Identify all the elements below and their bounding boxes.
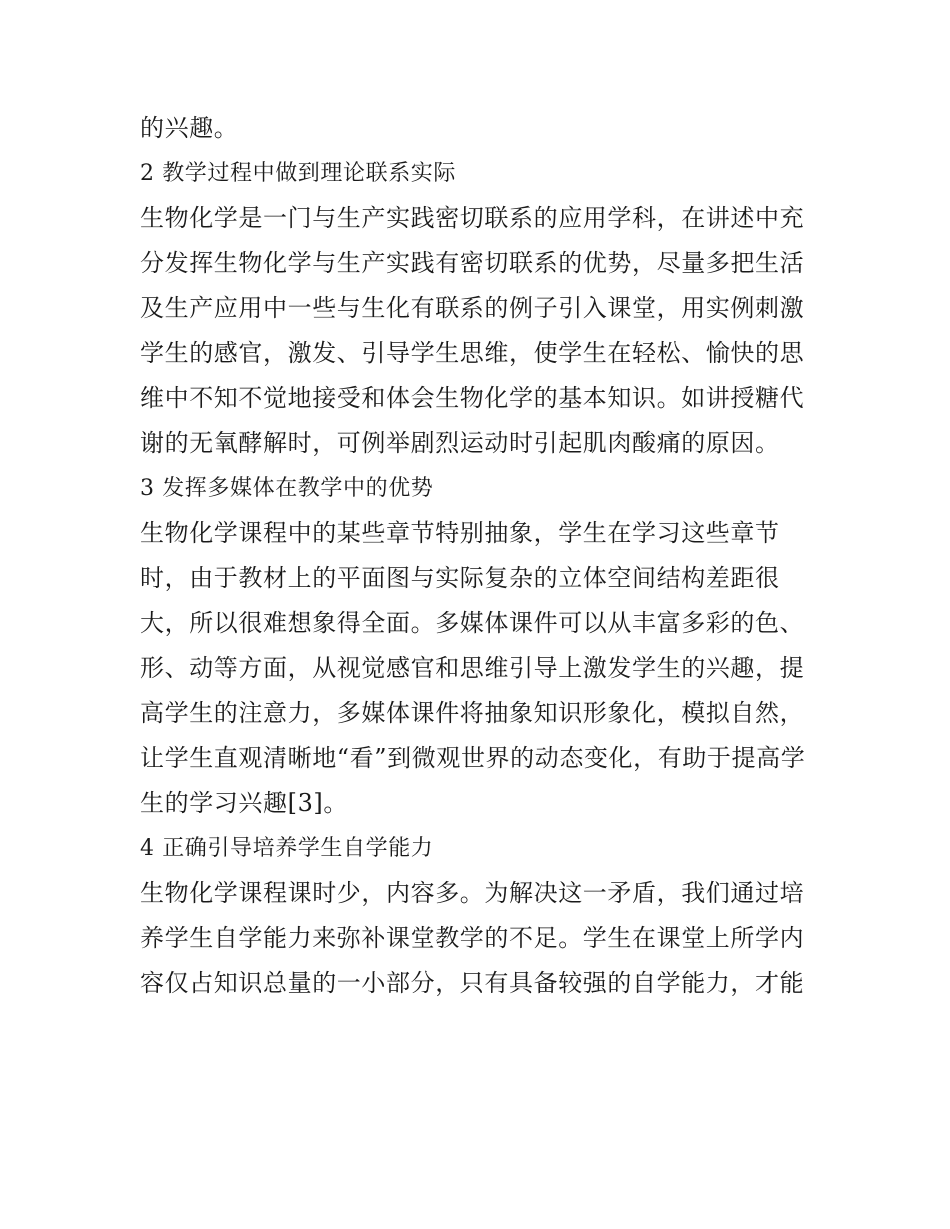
section-heading-3: 3 发挥多媒体在教学中的优势 xyxy=(140,476,434,501)
paragraph-section-2: 生物化学是一门与生产实践密切联系的应用学科，在讲述中充分发挥生物化学与生产实践有密切联系的优势，尽量多把生活及生产应用中一些与生化有联系的例子引入课堂，用实例刺激学生的感官，激发、引导学生思维，使学生在轻松、愉快的思维中不知不觉地接受和体会生物化学的基本知识。如讲授糖代谢的无氧酵解时，可例举剧烈运动时引起肌肉酸痛的原因。 xyxy=(140,204,805,457)
paragraph-section-4: 生物化学课程课时少，内容多。为解决这一矛盾，我们通过培养学生自学能力来弥补课堂教学的不足。学生在课堂上所学内容仅占知识总量的一小部分，只有具备较强的自学能力，才能 xyxy=(140,879,805,997)
section-heading-4: 4 正确引导培养学生自学能力 xyxy=(140,836,434,861)
section-heading-2: 2 教学过程中做到理论联系实际 xyxy=(140,161,456,186)
document-body xyxy=(140,106,820,1006)
paragraph-intro-tail: 的兴趣。 xyxy=(140,114,239,142)
paragraph-section-3: 生物化学课程中的某些章节特别抽象，学生在学习这些章节时，由于教材上的平面图与实际复杂的立体空间结构差距很大，所以很难想象得全面。多媒体课件可以从丰富多彩的色、形、动等方面，从视觉感官和思维引导上激发学生的兴趣，提高学生的注意力，多媒体课件将抽象知识形象化，模拟自然，让学生直观清晰地“看”到微观世界的动态变化，有助于提高学生的学习兴趣[3]。 xyxy=(140,519,806,817)
